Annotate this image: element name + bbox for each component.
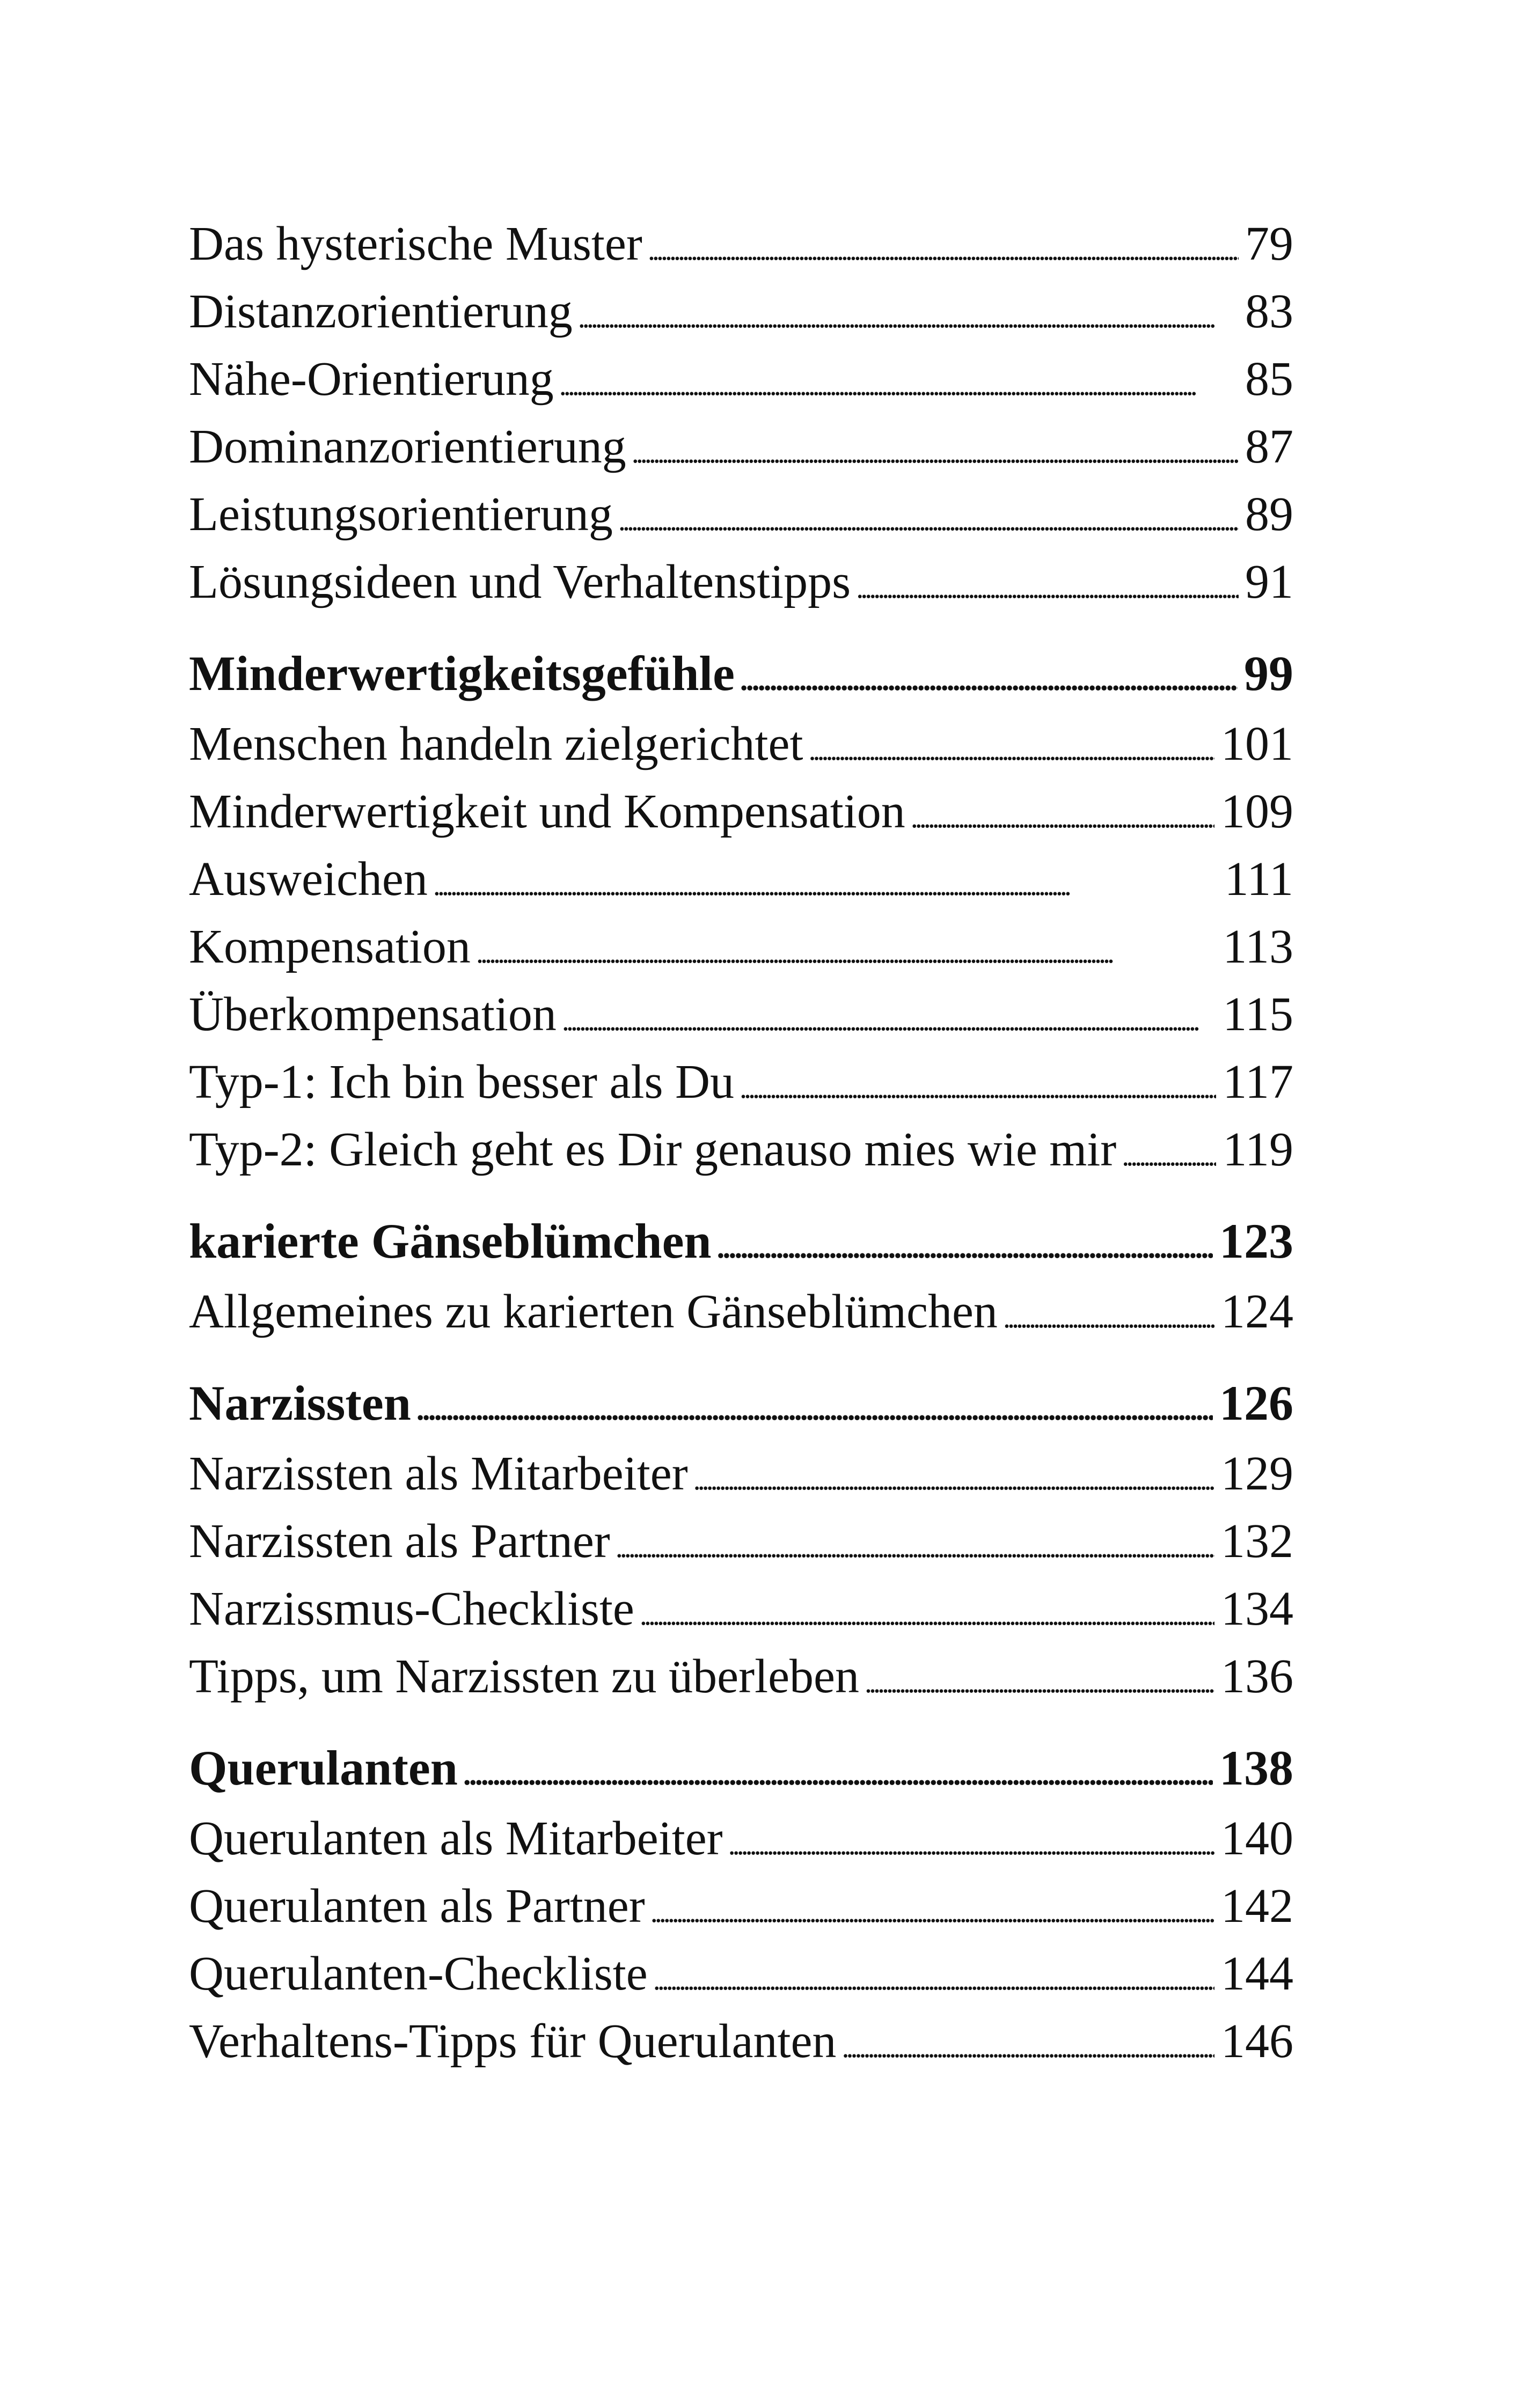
toc-entry-title: Distanzorientierung <box>189 285 573 338</box>
toc-entry[interactable] <box>189 710 1293 778</box>
toc-dot-leader <box>865 1643 1214 1710</box>
toc-entry-title: Narzissmus-Checkliste <box>189 1582 634 1635</box>
toc-entry-page: 87 <box>1245 420 1293 473</box>
toc-entry-page: 111 <box>1224 853 1293 906</box>
toc-entry-title: Kompensation <box>189 920 471 973</box>
toc-entry-page: 113 <box>1223 920 1293 973</box>
toc-entry-page: 132 <box>1221 1515 1293 1568</box>
toc-entry-page: 129 <box>1221 1447 1293 1500</box>
toc-entry-title: Typ-2: Gleich geht es Dir genauso mies wie mir <box>189 1123 1117 1176</box>
toc-chapter-title: Querulanten <box>189 1741 458 1795</box>
toc-entry-page: 115 <box>1223 988 1293 1041</box>
toc-entry[interactable] <box>189 846 1293 913</box>
toc-entry[interactable] <box>189 1575 1293 1643</box>
toc-entry[interactable] <box>189 1940 1293 2008</box>
toc-entry-title: Querulanten als Mitarbeiter <box>189 1812 723 1865</box>
toc-dot-leader <box>416 1366 1213 1440</box>
table-of-contents <box>189 210 1293 2075</box>
toc-entry[interactable] <box>189 2008 1293 2075</box>
toc-entry-page: 85 <box>1245 353 1293 406</box>
toc-entry[interactable] <box>189 278 1293 346</box>
toc-entry-title: Dominanzorientierung <box>189 420 626 473</box>
toc-entry[interactable] <box>189 413 1293 481</box>
toc-chapter-heading[interactable] <box>189 1204 1293 1278</box>
toc-dot-leader <box>476 913 1216 981</box>
toc-chapter-title: Minderwertigkeitsgefühle <box>189 646 735 701</box>
toc-entry-title: Menschen handeln zielgerichtet <box>189 717 803 770</box>
toc-entry-title: Tipps, um Narzissten zu überleben <box>189 1650 859 1703</box>
toc-entry-page: 124 <box>1221 1285 1293 1338</box>
toc-chapter-page: 126 <box>1219 1376 1293 1430</box>
toc-entry[interactable] <box>189 548 1293 616</box>
toc-dot-leader <box>650 1873 1214 1940</box>
toc-entry-title: Das hysterische Muster <box>189 217 642 270</box>
toc-entry[interactable] <box>189 1643 1293 1710</box>
toc-dot-leader <box>562 981 1216 1048</box>
toc-entry[interactable] <box>189 1116 1293 1184</box>
toc-entry[interactable] <box>189 1508 1293 1575</box>
toc-section <box>189 210 1293 616</box>
toc-entry-page: 136 <box>1221 1650 1293 1703</box>
toc-entry-page: 140 <box>1221 1812 1293 1865</box>
toc-chapter-page: 99 <box>1244 646 1293 701</box>
toc-entry-page: 83 <box>1245 285 1293 338</box>
toc-chapter-heading[interactable] <box>189 636 1293 710</box>
toc-dot-leader <box>1003 1278 1214 1346</box>
toc-entry[interactable] <box>189 210 1293 278</box>
toc-chapter-heading[interactable] <box>189 1731 1293 1805</box>
toc-entry-page: 101 <box>1221 717 1293 770</box>
toc-dot-leader <box>911 778 1214 846</box>
toc-entry-page: 117 <box>1223 1055 1293 1108</box>
toc-entry-title: Narzissten als Mitarbeiter <box>189 1447 688 1500</box>
toc-entry-title: Nähe-Orientierung <box>189 353 554 406</box>
toc-dot-leader <box>578 278 1239 346</box>
toc-entry-title: Ausweichen <box>189 853 428 906</box>
toc-dot-leader <box>632 413 1239 481</box>
toc-dot-leader <box>618 481 1239 548</box>
toc-dot-leader <box>740 1048 1216 1116</box>
toc-chapter-title: Narzissten <box>189 1376 411 1430</box>
toc-entry-title: Verhaltens-Tipps für Querulanten <box>189 2015 837 2068</box>
toc-dot-leader <box>740 636 1238 710</box>
toc-entry-title: Überkompensation <box>189 988 557 1041</box>
toc-entry-title: Minderwertigkeit und Kompensation <box>189 785 905 838</box>
toc-entry-page: 119 <box>1223 1123 1293 1176</box>
toc-dot-leader <box>1122 1116 1216 1184</box>
toc-entry[interactable] <box>189 913 1293 981</box>
toc-entry-title: Querulanten-Checkliste <box>189 1947 648 2000</box>
toc-section <box>189 636 1293 1184</box>
toc-chapter-heading[interactable] <box>189 1366 1293 1440</box>
toc-chapter-title: karierte Gänseblümchen <box>189 1214 712 1268</box>
toc-section <box>189 1366 1293 1710</box>
toc-dot-leader <box>717 1204 1213 1278</box>
toc-entry-title: Lösungsideen und Verhaltenstipps <box>189 555 851 608</box>
toc-entry-title: Narzissten als Partner <box>189 1515 610 1568</box>
toc-entry[interactable] <box>189 1048 1293 1116</box>
toc-dot-leader <box>648 210 1239 278</box>
toc-entry-page: 89 <box>1245 488 1293 541</box>
toc-dot-leader <box>463 1731 1213 1805</box>
toc-entry-title: Allgemeines zu karierten Gänseblümchen <box>189 1285 998 1338</box>
toc-entry[interactable] <box>189 1440 1293 1508</box>
toc-dot-leader <box>653 1940 1214 2008</box>
toc-entry-page: 79 <box>1245 217 1293 270</box>
toc-entry-page: 109 <box>1221 785 1293 838</box>
toc-entry[interactable] <box>189 1805 1293 1873</box>
toc-chapter-page: 138 <box>1219 1741 1293 1795</box>
toc-section <box>189 1204 1293 1346</box>
toc-entry[interactable] <box>189 778 1293 846</box>
toc-entry-title: Querulanten als Partner <box>189 1880 645 1933</box>
toc-dot-leader <box>809 710 1214 778</box>
toc-entry[interactable] <box>189 1278 1293 1346</box>
toc-entry-title: Typ-1: Ich bin besser als Du <box>189 1055 734 1108</box>
toc-dot-leader <box>856 548 1239 616</box>
toc-entry[interactable] <box>189 481 1293 548</box>
toc-dot-leader <box>433 846 1218 913</box>
toc-entry-title: Leistungsorientierung <box>189 488 613 541</box>
toc-chapter-page: 123 <box>1219 1214 1293 1268</box>
toc-entry[interactable] <box>189 981 1293 1048</box>
toc-entry-page: 146 <box>1221 2015 1293 2068</box>
toc-entry-page: 144 <box>1221 1947 1293 2000</box>
toc-entry-page: 142 <box>1221 1880 1293 1933</box>
toc-section <box>189 1731 1293 2075</box>
toc-entry-page: 134 <box>1221 1582 1293 1635</box>
toc-entry[interactable] <box>189 1873 1293 1940</box>
toc-dot-leader <box>842 2008 1214 2075</box>
toc-dot-leader <box>616 1508 1214 1575</box>
toc-dot-leader <box>559 346 1239 413</box>
toc-dot-leader <box>640 1575 1214 1643</box>
toc-dot-leader <box>728 1805 1214 1873</box>
toc-entry-page: 91 <box>1245 555 1293 608</box>
toc-dot-leader <box>693 1440 1214 1508</box>
toc-entry[interactable] <box>189 346 1293 413</box>
